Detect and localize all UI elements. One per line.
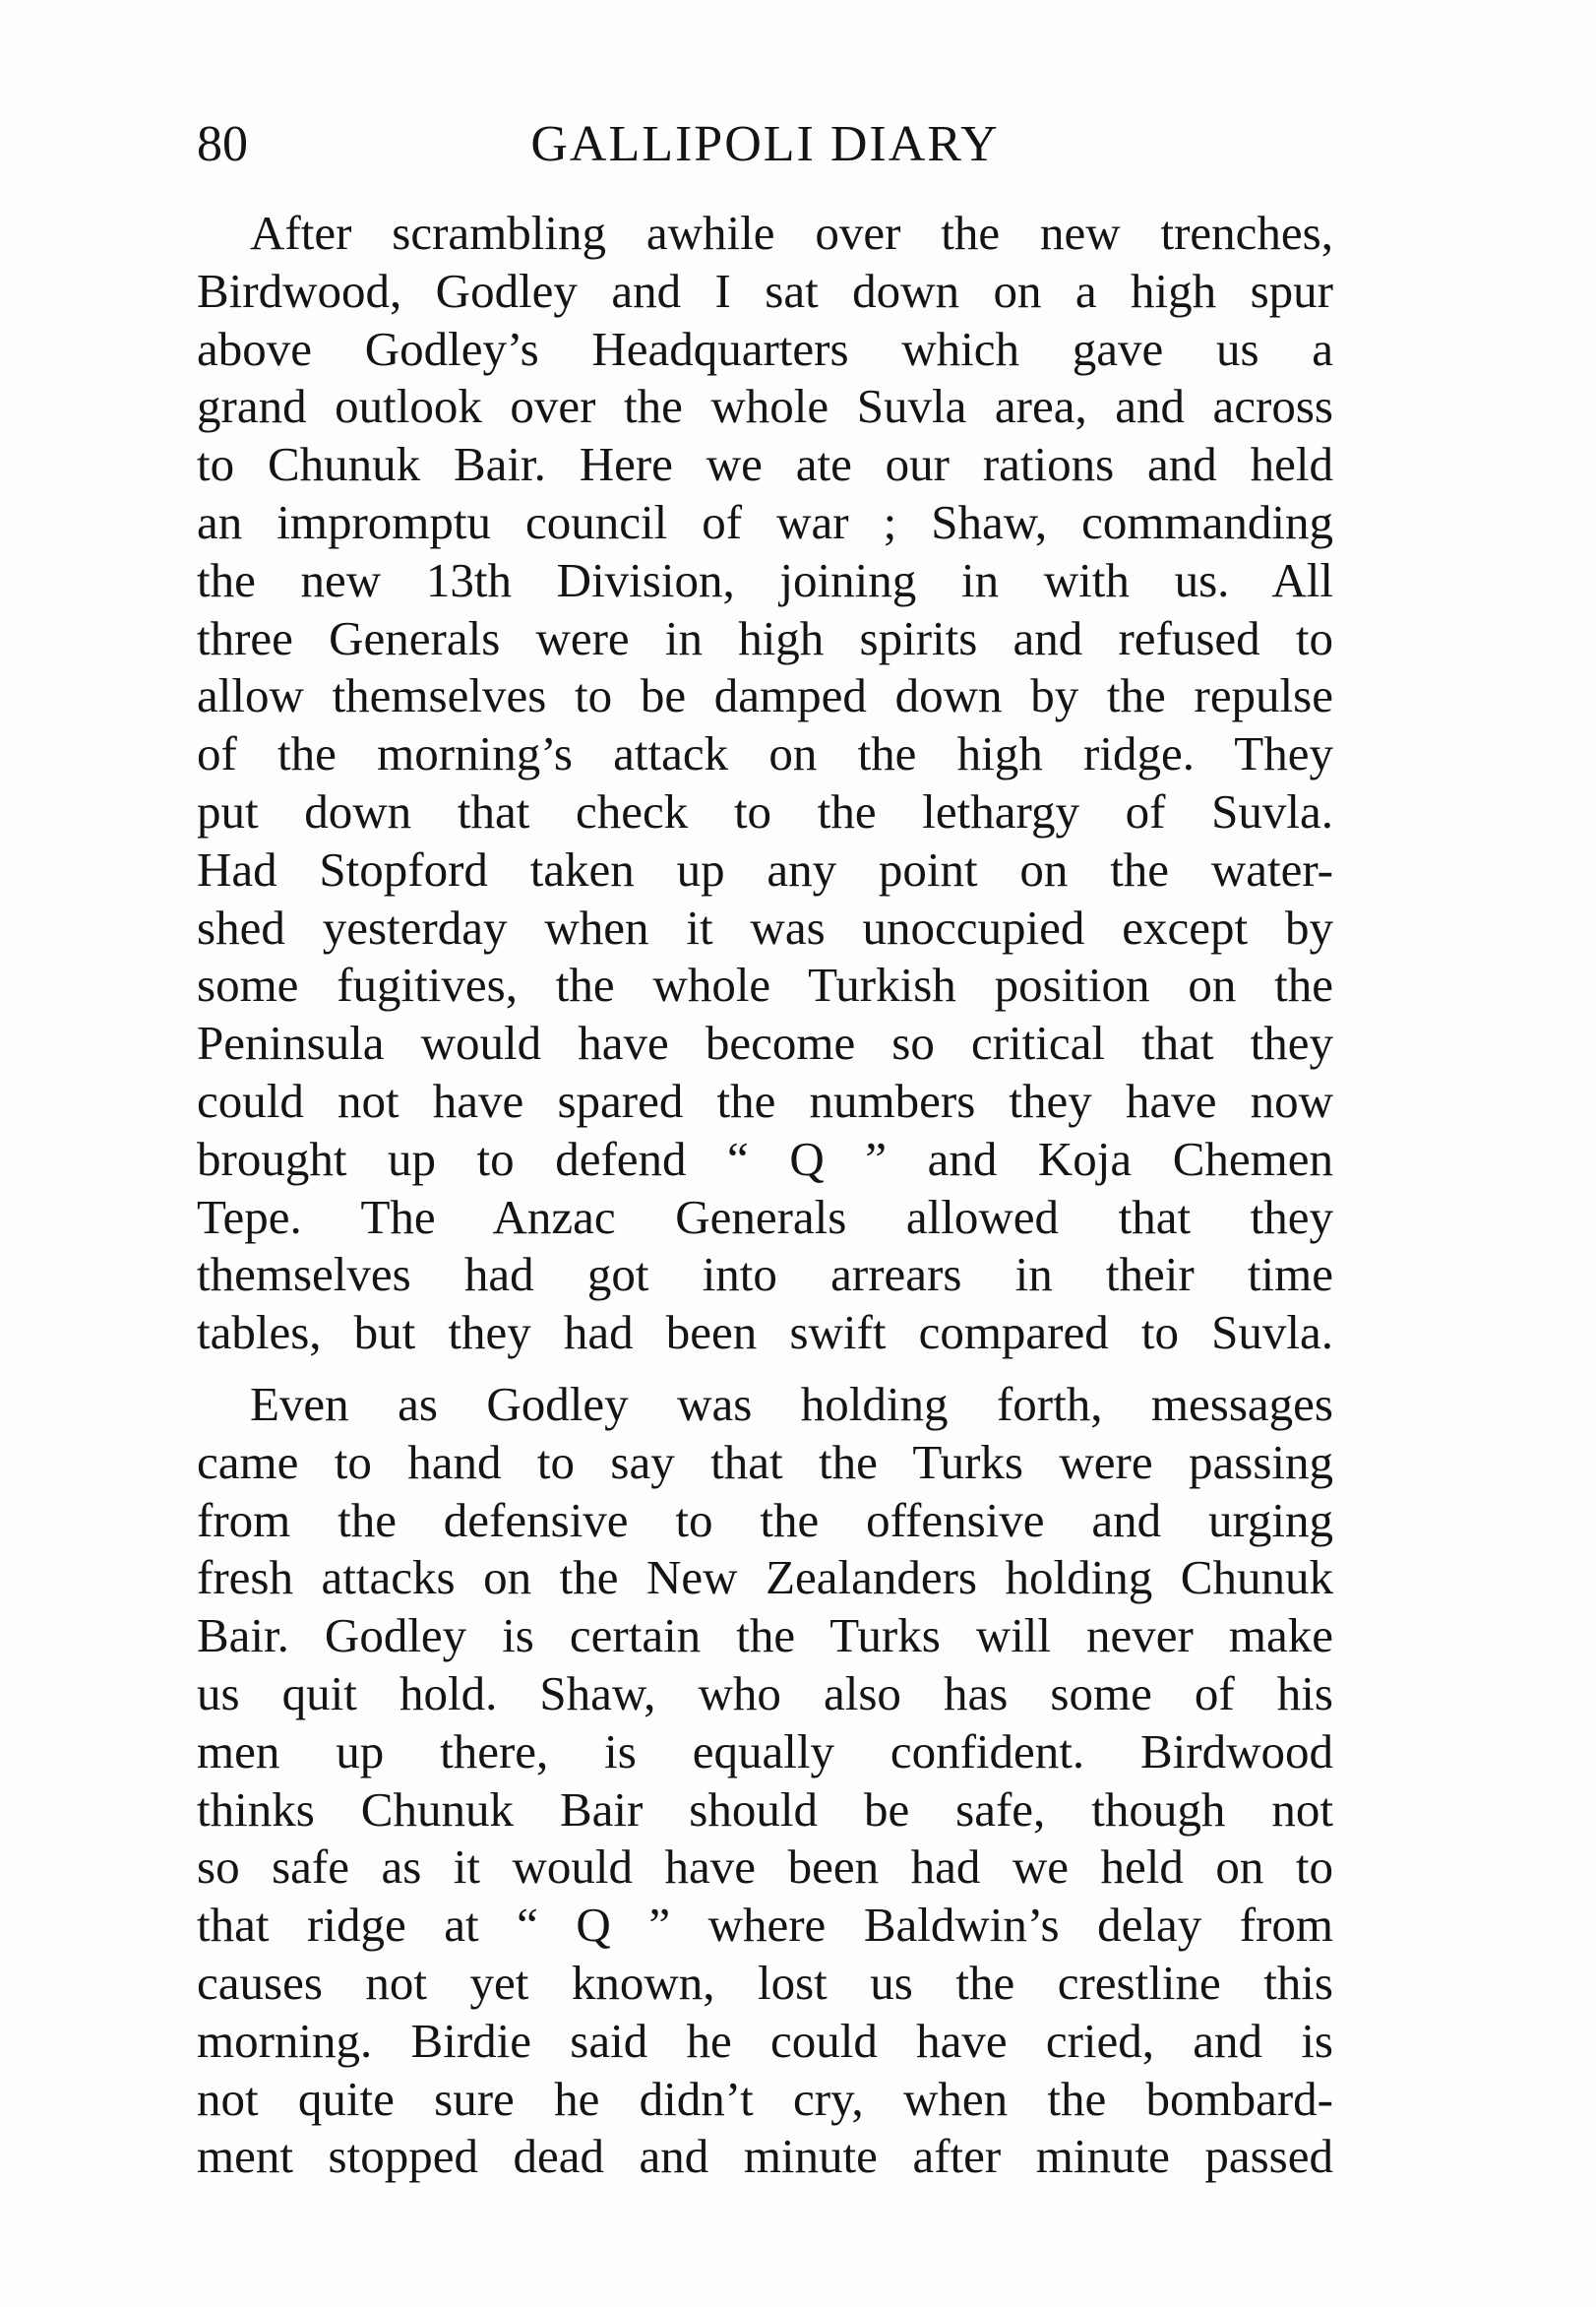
- paragraph-1: [197, 205, 1333, 1362]
- text-line: themselves had got into arrears in their time: [197, 1247, 1333, 1302]
- text-line: came to hand to say that the Turks were passing: [197, 1434, 1333, 1489]
- paragraph-2: [197, 1376, 1333, 2186]
- text-line: three Generals were in high spirits and refused to: [197, 610, 1333, 665]
- text-line: that ridge at “ Q ” where Baldwin’s delay from: [197, 1898, 1333, 1953]
- text-line: so safe as it would have been had we held on to: [197, 1839, 1333, 1895]
- text-line: Had Stopford taken up any point on the water-: [197, 842, 1333, 897]
- text-line: ment stopped dead and minute after minute passed: [197, 2129, 1333, 2184]
- body-text: [197, 205, 1333, 2186]
- paragraph-spacer: [197, 1362, 1333, 1376]
- text-line: Tepe. The Anzac Generals allowed that they: [197, 1189, 1333, 1244]
- text-line: of the morning’s attack on the high ridge. They: [197, 726, 1333, 781]
- running-title: GALLIPOLI DIARY: [530, 116, 1000, 172]
- text-line: tables, but they had been swift compared to Suvla.: [197, 1305, 1333, 1360]
- text-line: Even as Godley was holding forth, messages: [250, 1376, 1333, 1431]
- text-line: from the defensive to the offensive and urging: [197, 1492, 1333, 1547]
- text-line: not quite sure he didn’t cry, when the bombard-: [197, 2071, 1333, 2126]
- text-line: thinks Chunuk Bair should be safe, though not: [197, 1781, 1333, 1837]
- text-line: put down that check to the lethargy of Suvla.: [197, 783, 1333, 839]
- text-line: morning. Birdie said he could have cried, and is: [197, 2013, 1333, 2068]
- text-line: causes not yet known, lost us the crestline this: [197, 1955, 1333, 2010]
- text-line: shed yesterday when it was unoccupied except by: [197, 900, 1333, 955]
- text-line: to Chunuk Bair. Here we ate our rations and held: [197, 437, 1333, 492]
- text-line: fresh attacks on the New Zealanders holding Chunuk: [197, 1550, 1333, 1605]
- text-line: After scrambling awhile over the new trenches,: [250, 206, 1333, 260]
- text-line: Birdwood, Godley and I sat down on a high spur: [197, 263, 1333, 318]
- text-line: men up there, is equally confident. Birdwood: [197, 1723, 1333, 1778]
- text-line: an impromptu council of war ; Shaw, commanding: [197, 494, 1333, 549]
- text-line: above Godley’s Headquarters which gave us a: [197, 321, 1333, 376]
- text-line: could not have spared the numbers they have now: [197, 1073, 1333, 1128]
- text-line: allow themselves to be damped down by the repulse: [197, 668, 1333, 723]
- text-line: Peninsula would have become so critical that they: [197, 1016, 1333, 1071]
- text-line: us quit hold. Shaw, who also has some of his: [197, 1665, 1333, 1720]
- text-line: the new 13th Division, joining in with us. All: [197, 552, 1333, 607]
- text-line: grand outlook over the whole Suvla area, and across: [197, 379, 1333, 434]
- text-line: brought up to defend “ Q ” and Koja Chemen: [197, 1131, 1333, 1186]
- text-line: some fugitives, the whole Turkish position on the: [197, 958, 1333, 1013]
- page-number: 80: [197, 116, 248, 172]
- text-line: Bair. Godley is certain the Turks will never make: [197, 1608, 1333, 1663]
- page-header: [197, 110, 1333, 179]
